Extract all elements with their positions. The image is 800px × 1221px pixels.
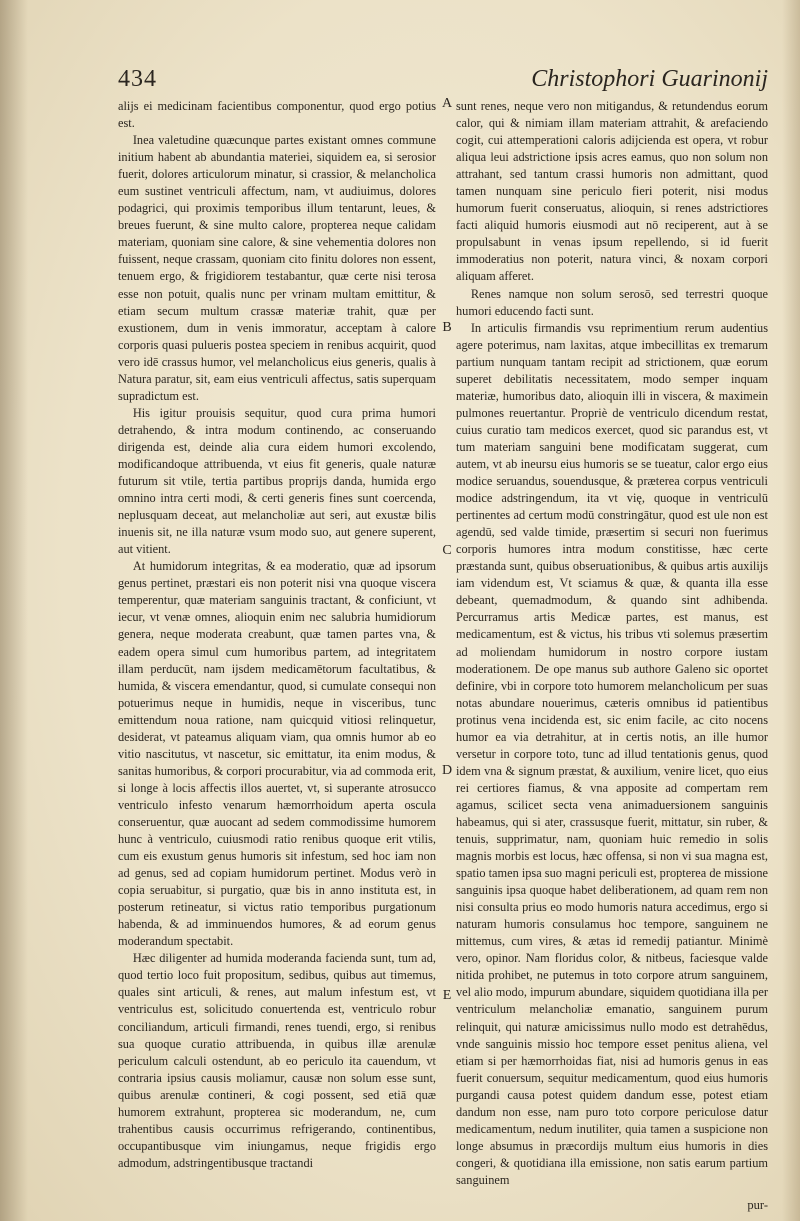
margin-letters: [438, 0, 456, 1221]
paragraph: At humidorum integritas, & ea moderatio, quæ ad ipsorum genus pertinet, præstari eis non poterit nisi vna quoque viscera temperentur, quæ materiam sanguinis tractant, & conficiunt, vt iecur, vt venæ omnes, alioquin enim nec salubria humidiorum genera, neque moderata creabunt, quæ tamen partes vna, & eadem opera simul cum humoribus partem, ad integritatem illam perducūt, nam ijsdem medicamētorum facultatibus, & humida, & viscera emendantur, quod, si cumulate consequi non potuerimus neque in humidis, neque in visceribus, tunc emittendum noua ratione, nam quicquid vitiosi relinquetur, desiderat, vt pateamus aliquam viam, qua omnis humor ab eo vitio nascitutus, vt nascetur, sic emittatur, ita enim modus, & sanitas humoribus, & corpori procurabitur, via ad commoda erit, si longe à locis affectis illos auertet, vt, si superante atrosucco ventriculo infesto venarum hæmorrhoidum aperta oscula conseruentur, quæ auocant ad sedem commodissime humorem hunc à ventriculo, cuiusmodi ratio renibus quoque erit vtilis, cum eis exustum genus humoris sit infestum, sed hoc iam non ad genus, sed ad copiam humidorum pertinet. Modus verò in copia seruabitur, si purgatio, quæ bis in anno instituta est, in posterum retineatur, si victus ratio temporibus purgationum habenda, & ad imminuendos humores, & ad eorum genus moderandum spectabit.: [118, 559, 436, 949]
page-number: 434: [118, 66, 157, 92]
paragraph: Inea valetudine quæcunque partes existant omnes commune initium habent ab abundantia materiei, siquidem ea, si serosior fuerit, dolores articulorum minatur, si crassior, & melancholica eum sustinet ventriculi affectum, nam, vt audiuimus, dolores podagrici, qui proximis temporibus illum tentarunt, leues, & breues fuerunt, & sine multo calore, propterea neque calidam materiam, quoniam sine calore, & sine vehementia dolores non fuissent, neque crassam, quoniam cito finitu dolores non essent, tenuem ergo, & frigidiorem testabantur, quæ certe nisi terosa esse non potuit, qualis nunc per vrinam multam emittitur, & etiam secum multum crassæ materiæ trahit, quæ per exustionem, dum in venis immoratur, acceptam à calore corporis quasi pulueris postea speciem in renibus acquirit, quod vero idē crassus humor, vel melancholicus eius generis, qualis à Natura paratur, sit, eam eius ventriculi affectus, satis superquam supradictum est.: [118, 133, 436, 403]
gutter-shadow: [0, 0, 28, 1221]
margin-letter-a: A: [441, 96, 453, 111]
paragraph: alijs ei medicinam facientibus componentur, quod ergo potius est.: [118, 99, 436, 131]
margin-letter-e: E: [442, 988, 452, 1003]
margin-letter-b: B: [442, 320, 452, 335]
right-column: [456, 98, 768, 1189]
margin-letter-c: C: [442, 543, 452, 558]
margin-letter-d: D: [441, 763, 453, 778]
paragraph: Hæc diligenter ad humida moderanda facienda sunt, tum ad, quod tertio loco fuit propositum, sedibus, quibus aut timemus, quales sint articuli, & renes, aut malum infestum est, vt ventriculus est, solicitudo conuertenda est, ventriculo robur conciliandum, articuli firmandi, renes tuendi, ergo, si renibus sua quoque curatio attribuenda, in quibus illæ arenulæ periculum calculi ostendunt, ab eo periculo ita cauendum, vt contraria ipsius causis moliamur, causæ non solum esse sunt, quibus arenulæ contineri, & cogi possent, sed etiā quæ humorem extrahunt, propterea sic moderandum, ne, cum trahentibus causis occurrimus refrigerando, continentibus, occupantibusque vim iniungamus, neque frigidis ergo admodum, adstringentibusque tractandi: [118, 951, 436, 1170]
paragraph: His igitur prouisis sequitur, quod cura prima humori detrahendo, & intra modum continendo, ac conseruando dirigenda est, deinde alia cura eidem humori excolendo, modificandoque attribuenda, vt eius fit generis, quale naturæ futurum sit vtile, tertia partibus proprijs danda, humida ergo omnino intra certi modi, & certi generis fines sunt coercenda, neplusquam deceat, aut melancholiæ aut seri, aut exustæ bilis inuenis sit, ne illa naturæ vsum modo suo, aut genere superent, aut vitient.: [118, 405, 436, 557]
catchword: pur-: [747, 1198, 768, 1212]
paragraph: Renes namque non solum serosō, sed terrestri quoque humori educendo facti sunt.: [456, 286, 768, 318]
paragraph: sunt renes, neque vero non mitigandus, & retundendus eorum calor, qui & nimiam illam materiam attrahit, & arefaciendo cogit, cui attemperationi caloris adijcienda est opera, vt robur aliqua leui adstrictione ipsis acres eamus, quo non solum non attrahant, sed tantum crassi humoris non admittant, quod tamen nunquam sine periculo fieri poterit, nisi modus humorum fuerit conseruatus, alioquin, si renes adstrictiores facti aliquid humoris eiusmodi aut nō reciperent, aut à se propulsabunt in venas ipsum repellendo, si id fuerit immoderatius non poterit, natura vinci, & noxam corpori aliquam afferet.: [456, 99, 768, 284]
page-edge: [782, 0, 800, 1221]
left-column: [118, 98, 436, 1172]
paragraph: In articulis firmandis vsu reprimentium rerum audentius agere poterimus, nam laxitas, atque imbecillitas ex tremarum partium nunquam tantam recipit ad strictionem, quæ eorum superet debilitatis necessitatem, modo semper inquam materiæ, humoribus dato, alioquin illi in viscera, & maximein pulmones reuertantur. Propriè de ventriculo dicendum restat, cuius curatio tam medicos exercet, quod sic parandus est, vt tum materiam sanguini bene modificatam suggerat, cum autem, vt ab ineursu eius humoris se se tueatur, calor ergo eius modice seruandus, souendusque, & præterea corpus ventriculi modice adstringendum, ita vt vię, quoque in ventriculū pertinentes ad certum modū constringātur, quod est ule non est agendū, sed valde timide, præsertim si securi non fuerimus corporis humores intra modum constitisse, hæc certe præstanda sunt, quibus obseruationibus, & quibus artis auxilijs iam videndum est, Vt sciamus & quæ, & quanta illa esse debeant, quemadmodum, & quando sint adhibenda. Percurramus artis Medicæ partes, est manus, est medicamentum, est & victus, his tribus vti solemus præsertim ad moliendam humidorum in nostro corpore iustam moderationem. De ope manus sub authore Galeno sic oportet definire, vbi in corpore toto humorem melancholicum per suas notas abundare nouerimus, cæteris omnibus id patientibus protinus vena incidenda est, sic enim facile, ac cito nocens humor ea via detrahitur, at in certis notis, an ille humor versetur in corpore toto, tunc ad illud tentationis genus, quod idem vna & signum præstat, & auxilium, venire licet, quo eius rei certiores fiamus, & vna apposite ad compertam rem agamus, scilicet secta vena animaduersionem sanguinis habeamus, qui si ater, crassusque fuerit, mittatur, sin ruber, & tenuis, supprimatur, nam, quoniam huic remedio in solis magnis morbis est locus, hæc offensa, si non vi sua magna est, spatio tamen ipsa suo magni periculi est, propterea de missione sanguinis ipsa quoque habet deliberationem, ad quam rem non nisi consulta prius eo modo humoris natura accedimus, ergo si naturam humoris consulamus hoc tempore, sanguinem ne mittemus, cum vires, & ætas id remedij patiantur. Minimè vero, opinor. Nam floridus color, & nitbeus, faciesque valde nitida prohibet, ne putemus in toto corpore atrum sanguinem, vel alio modo, impurum abundare, siquidem quotidiana illa per ventriculum melancholiæ emanatio, sanguinem purum relinquit, qui naturæ amicissimus nullo modo est detrahēdus, vnde sanguinis missio hoc tempore esset penitus aliena, vel etiam si per hæmorrhoidas fiat, nisi ad humoris genus in eas fuerit conuersum, sequitur medicamentum, quod eius humoris purgandi causa potest quidem dandum esse, potest etiam dandum non esse, nam puro toto corpore periculose datur medicamentum, nedum inutiliter, quia tamen a suspicione non longe absumus in præcordijs multum eius humoris in dies congeri, & quotidiana illa emissione, non satis earum partium sanguinem: [456, 320, 768, 1187]
running-head: Christophori Guarinonij: [531, 66, 768, 92]
